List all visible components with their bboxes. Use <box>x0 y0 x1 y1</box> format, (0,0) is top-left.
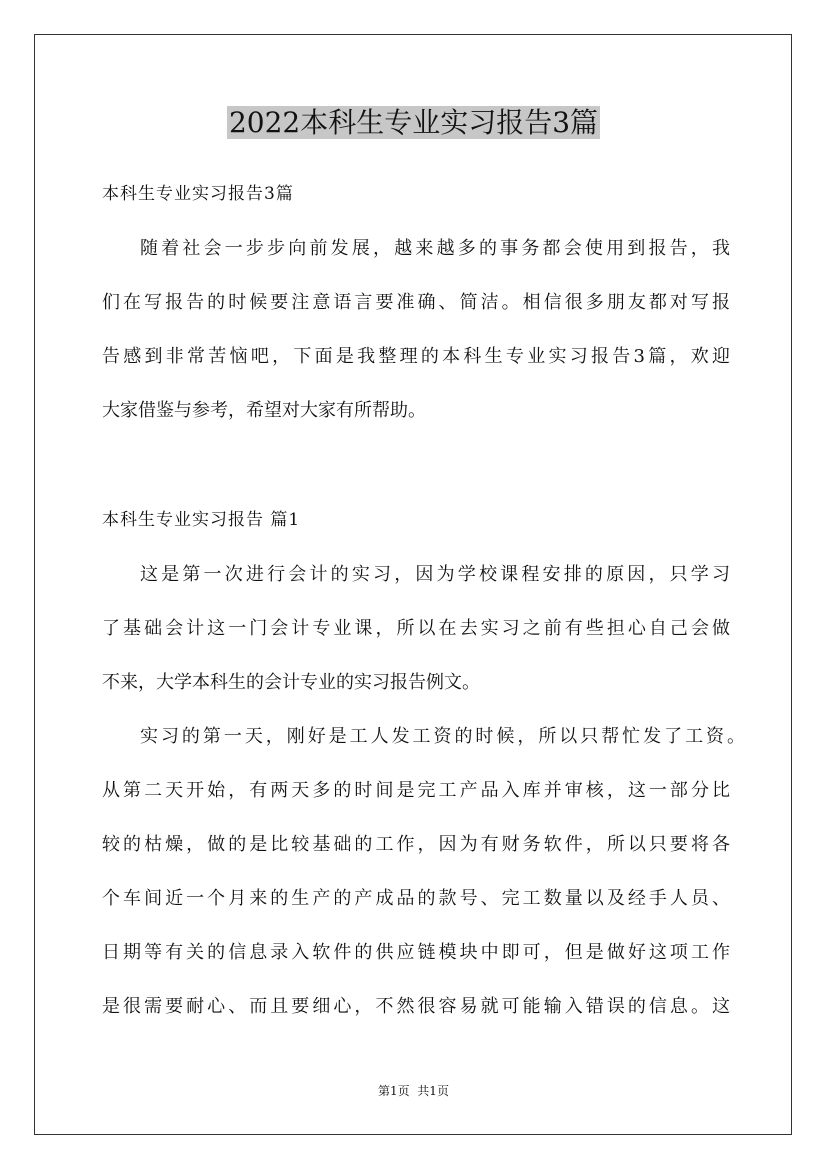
paragraph-line: 不来，大学本科生的会计专业的实习报告例文。 <box>102 672 480 693</box>
paragraph-line: 从第二天开始，有两天多的时间是完工产品入库并审核，这一部分比 <box>102 780 730 801</box>
paragraph-line: 日期等有关的信息录入软件的供应链模块中即可，但是做好这项工作 <box>102 942 730 963</box>
paragraph-line: 实习的第一天，刚好是工人发工资的时候，所以只帮忙发了工资。 <box>140 726 745 747</box>
intro-line: 大家借鉴与参考，希望对大家有所帮助。 <box>102 400 426 421</box>
paragraph-line: 了基础会计这一门会计专业课，所以在去实习之前有些担心自己会做 <box>102 618 730 639</box>
document-subtitle: 本科生专业实习报告3篇 <box>102 184 294 204</box>
document-title <box>0 100 827 146</box>
page-footer: 第1页 共1页 <box>378 1084 449 1098</box>
intro-line: 们在写报告的时候要注意语言要准确、简洁。相信很多朋友都对写报 <box>102 292 730 313</box>
intro-line: 随着社会一步步向前发展，越来越多的事务都会使用到报告，我 <box>140 238 730 259</box>
paragraph-line: 是很需要耐心、而且要细心，不然很容易就可能输入错误的信息。这 <box>102 996 730 1017</box>
section-heading: 本科生专业实习报告 篇1 <box>102 510 301 530</box>
intro-line: 告感到非常苦恼吧，下面是我整理的本科生专业实习报告3篇，欢迎 <box>102 346 730 367</box>
paragraph-line: 较的枯燥，做的是比较基础的工作，因为有财务软件，所以只要将各 <box>102 834 730 855</box>
document-title-text: 2022本科生专业实习报告3篇 <box>228 106 599 139</box>
paragraph-line: 个车间近一个月来的生产的产成品的款号、完工数量以及经手人员、 <box>102 888 730 909</box>
paragraph-line: 这是第一次进行会计的实习，因为学校课程安排的原因，只学习 <box>140 564 730 585</box>
